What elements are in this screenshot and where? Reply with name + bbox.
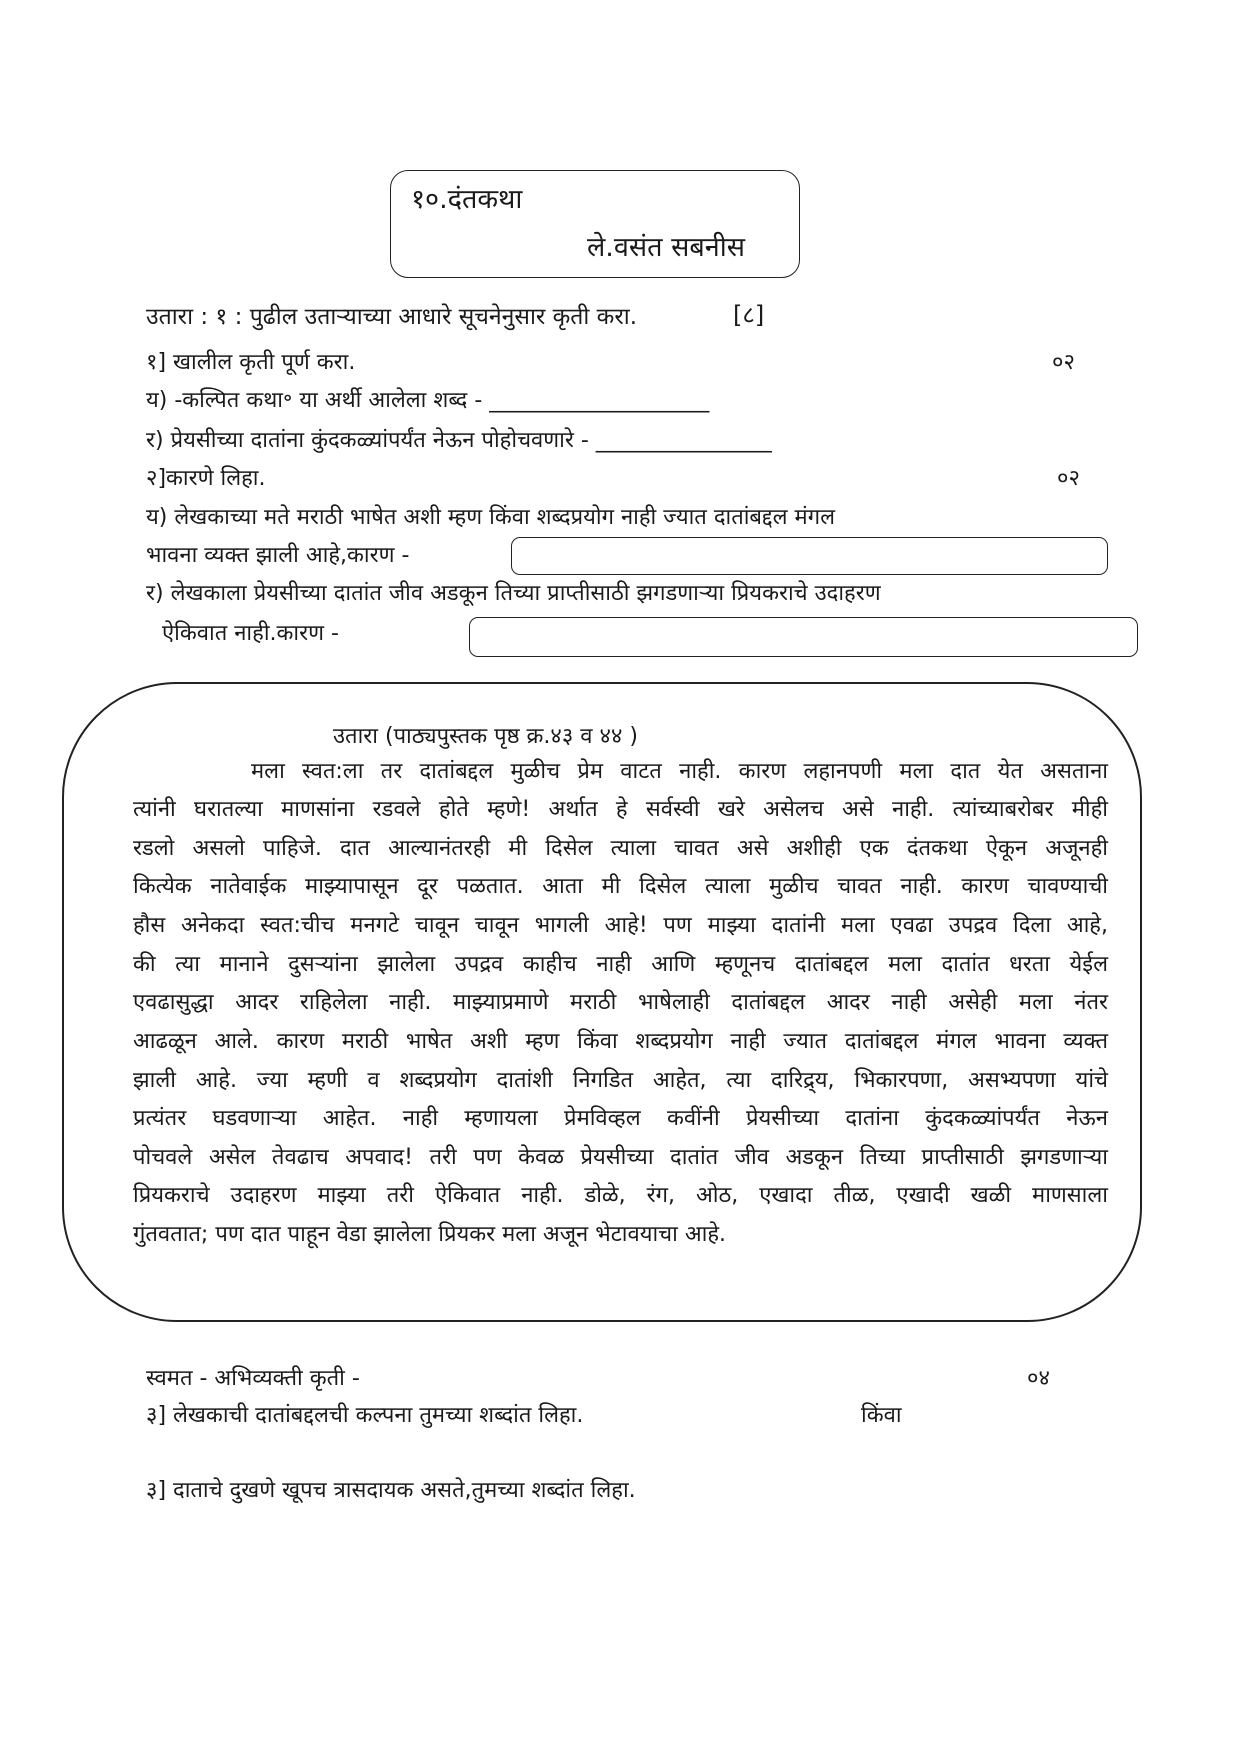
q1-label: १] खालील कृती पूर्ण करा. bbox=[146, 350, 356, 375]
passage-line: गुंतवतात; पण दात पाहून वेडा झालेला प्रियकर मला अजून भेटावयाचा आहे. bbox=[133, 1222, 727, 1247]
passage-line: पोचवले असेल तेवढाच अपवाद! तरी पण केवळ प्रेयसीच्या दातांत जीव अडकून तिच्या प्राप्तीसाठी झगडणाऱ्या bbox=[133, 1145, 1108, 1170]
passage-line: रडलो असलो पाहिजे. दात आल्यानंतरही मी दिसेल त्याला चावत असे अशीही एक दंतकथा ऐकून अजूनही bbox=[133, 836, 1108, 861]
author-name: ले.वसंत सबनीस bbox=[587, 232, 746, 263]
q2-marks: ०२ bbox=[1057, 466, 1080, 491]
passage-line: प्रियकराचे उदाहरण माझ्या तरी ऐकिवात नाही. डोळे, रंग, ओठ, एखादा तीळ, एखादी खळी माणसाला bbox=[133, 1183, 1108, 1208]
q2-item-a-line1: य) लेखकाच्या मते मराठी भाषेत अशी म्हण किंवा शब्दप्रयोग नाही ज्यात दातांबद्दल मंगल bbox=[146, 505, 836, 530]
q1-item-a: य) -कल्पित कथा॰ या अर्थी आलेला शब्द - ____________________ bbox=[146, 388, 710, 413]
q2-item-b-line2: ऐकिवात नाही.कारण - bbox=[162, 621, 339, 646]
answer-box-b[interactable] bbox=[469, 617, 1138, 657]
passage-line: हौस अनेकदा स्वत:चीच मनगटे चावून चावून भागली आहे! पण माझ्या दातांनी मला एवढा उपद्रव दिला आहे, bbox=[133, 913, 1108, 938]
section-marks: [८] bbox=[733, 301, 765, 329]
passage-line: प्रत्यंतर घडवणाऱ्या आहेत. नाही म्हणायला प्रेमविव्हल कवींनी प्रेयसीच्या दातांना कुंदकळ्यांपर्यंत नेऊन bbox=[133, 1106, 1108, 1131]
opinion-or: किंवा bbox=[861, 1403, 902, 1428]
section-heading: उतारा : १ : पुढील उताऱ्याच्या आधारे सूचनेनुसार कृती करा. bbox=[146, 304, 638, 330]
q2-item-a-line2: भावना व्यक्त झाली आहे,कारण - bbox=[146, 543, 410, 568]
answer-box-a[interactable] bbox=[511, 537, 1108, 575]
passage-line: की त्या मानाने दुसऱ्यांना झालेला उपद्रव काहीच नाही आणि म्हणूनच दातांबद्दल मला दातांत धरता येईल bbox=[133, 952, 1108, 977]
opinion-q3a: ३] लेखकाची दातांबद्दलची कल्पना तुमच्या शब्दांत लिहा. bbox=[146, 1403, 584, 1428]
passage-line: एवढासुद्धा आदर राहिलेला नाही. माझ्याप्रमाणे मराठी भाषेलाही दातांबद्दल आदर नाही असेही मला नंतर bbox=[133, 990, 1108, 1015]
opinion-marks: ०४ bbox=[1027, 1366, 1050, 1391]
passage-line: मला स्वत:ला तर दातांबद्दल मुळीच प्रेम वाटत नाही. कारण लहानपणी मला दात येत असताना bbox=[251, 759, 1108, 784]
passage-line: झाली आहे. ज्या म्हणी व शब्दप्रयोग दातांशी निगडित आहेत, त्या दारिद्र्य, भिकारपणा, असभ्यपणा यांचे bbox=[133, 1068, 1108, 1093]
passage-line: आढळून आले. कारण मराठी भाषेत अशी म्हण किंवा शब्दप्रयोग नाही ज्यात दातांबद्दल मंगल भावना व्यक्त bbox=[133, 1029, 1108, 1054]
chapter-title: १०.दंतकथा bbox=[411, 184, 523, 215]
opinion-q3b: ३] दाताचे दुखणे खूपच त्रासदायक असते,तुमच्या शब्दांत लिहा. bbox=[146, 1478, 636, 1503]
passage-line: त्यांनी घरातल्या माणसांना रडवले होते म्हणे! अर्थात हे सर्वस्वी खरे असेलच असे नाही. त्यांच्याबरोबर मीही bbox=[133, 797, 1108, 822]
q1-marks: ०२ bbox=[1052, 350, 1075, 375]
q2-item-b-line1: र) लेखकाला प्रेयसीच्या दातांत जीव अडकून तिच्या प्राप्तीसाठी झगडणाऱ्या प्रियकराचे उदाहरण bbox=[146, 581, 881, 606]
passage-heading: उतारा (पाठ्यपुस्तक पृष्ठ क्र.४३ व ४४ ) bbox=[333, 724, 638, 749]
q1-item-b: र) प्रेयसीच्या दातांना कुंदकळ्यांपर्यंत नेऊन पोहोचवणारे - ________________ bbox=[146, 428, 772, 453]
passage-line: कित्येक नातेवाईक माझ्यापासून दूर पळतात. आता मी दिसेल त्याला मुळीच चावत नाही. कारण चावण्याची bbox=[133, 874, 1108, 899]
opinion-heading: स्वमत - अभिव्यक्ती कृती - bbox=[146, 1366, 360, 1391]
q2-label: २]कारणे लिहा. bbox=[146, 466, 266, 491]
